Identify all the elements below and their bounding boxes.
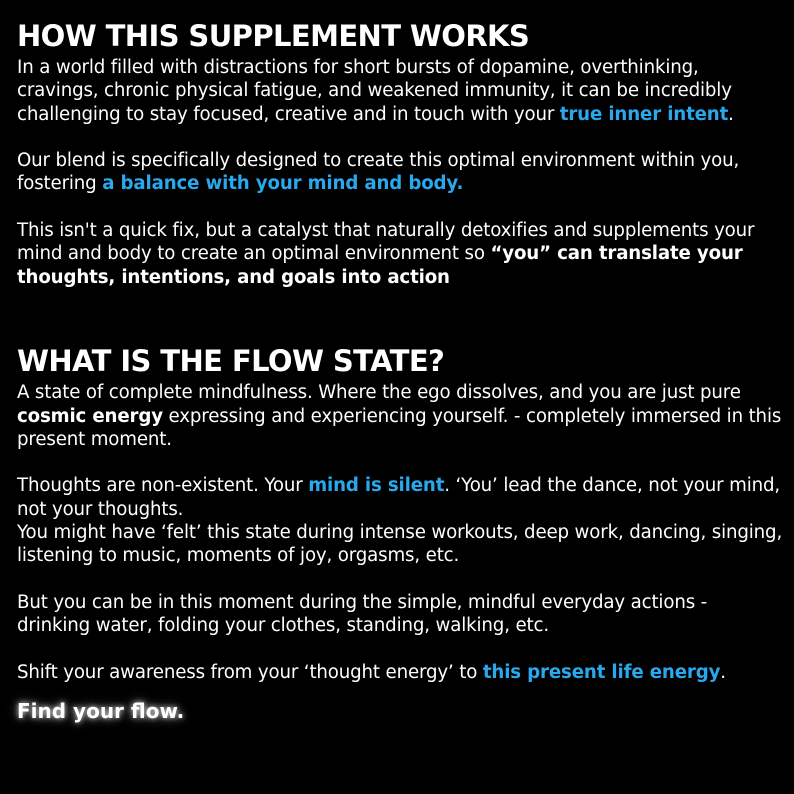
spacer	[17, 684, 785, 696]
highlight-balance: a balance with your mind and body.	[102, 173, 464, 195]
spacer	[17, 289, 785, 312]
spacer	[17, 568, 785, 591]
paragraph-blend	[17, 149, 785, 196]
spacer	[17, 312, 785, 341]
heading-flow-state: WHAT IS THE FLOW STATE?	[17, 344, 445, 379]
paragraph-thoughts-end: . ‘You’ lead the dance, not your mind, not your thoughts.	[17, 475, 780, 520]
paragraph-distractions	[17, 56, 785, 126]
spacer	[17, 451, 785, 474]
paragraph-distractions-text: In a world filled with distractions for short bursts of dopamine, overthinking, cravings, chronic physical fatigue, and weakened immunity, it can be incredibly challenging to stay focused, creative and in touch with your	[17, 57, 732, 125]
paragraph-felt: You might have ‘felt’ this state during intense workouts, deep work, dancing, singing, listening to music, moments of joy, orgasms, etc.	[17, 522, 783, 567]
paragraph-shift-text: Shift your awareness from your ‘thought energy’ to	[17, 661, 483, 683]
paragraph-blend-text: Our blend is specifically designed to create this optimal environment within you, fostering	[17, 150, 740, 195]
paragraph-everyday: But you can be in this moment during the simple, mindful everyday actions - drinking water, folding your clothes, standing, walking, etc.	[17, 591, 708, 637]
paragraph-catalyst	[17, 219, 785, 289]
paragraph-mindfulness-end: expressing and experiencing yourself. - completely immersed in this present moment.	[17, 405, 782, 450]
highlight-mind-is-silent: mind is silent	[308, 475, 445, 497]
paragraph-mindfulness	[17, 381, 785, 451]
spacer	[17, 196, 785, 219]
spacer	[17, 126, 785, 149]
paragraph-shift-end: .	[720, 661, 726, 683]
paragraph-shift	[17, 661, 785, 684]
paragraph-thoughts-text: Thoughts are non-existent. Your	[17, 475, 309, 497]
bold-you-translate: “you” can translate your thoughts, intentions, and goals into action	[17, 243, 743, 288]
paragraph-distractions-end: .	[728, 103, 734, 125]
highlight-true-inner-intent: true inner intent	[559, 103, 729, 125]
paragraph-mindfulness-text: A state of complete mindfulness. Where the ego dissolves, and you are just pure	[17, 382, 741, 404]
highlight-present-life-energy: this present life energy	[482, 661, 721, 683]
paragraph-catalyst-text: This isn't a quick fix, but a catalyst that naturally detoxifies and supplements your mind and body to create an optimal environment so	[17, 220, 755, 265]
spacer	[17, 638, 785, 661]
paragraph-thoughts	[17, 474, 785, 521]
bold-cosmic-energy: cosmic energy	[17, 405, 163, 427]
page-content	[17, 16, 785, 726]
heading-how-it-works: HOW THIS SUPPLEMENT WORKS	[17, 19, 530, 53]
cta-find-your-flow: Find your flow.	[17, 699, 185, 724]
